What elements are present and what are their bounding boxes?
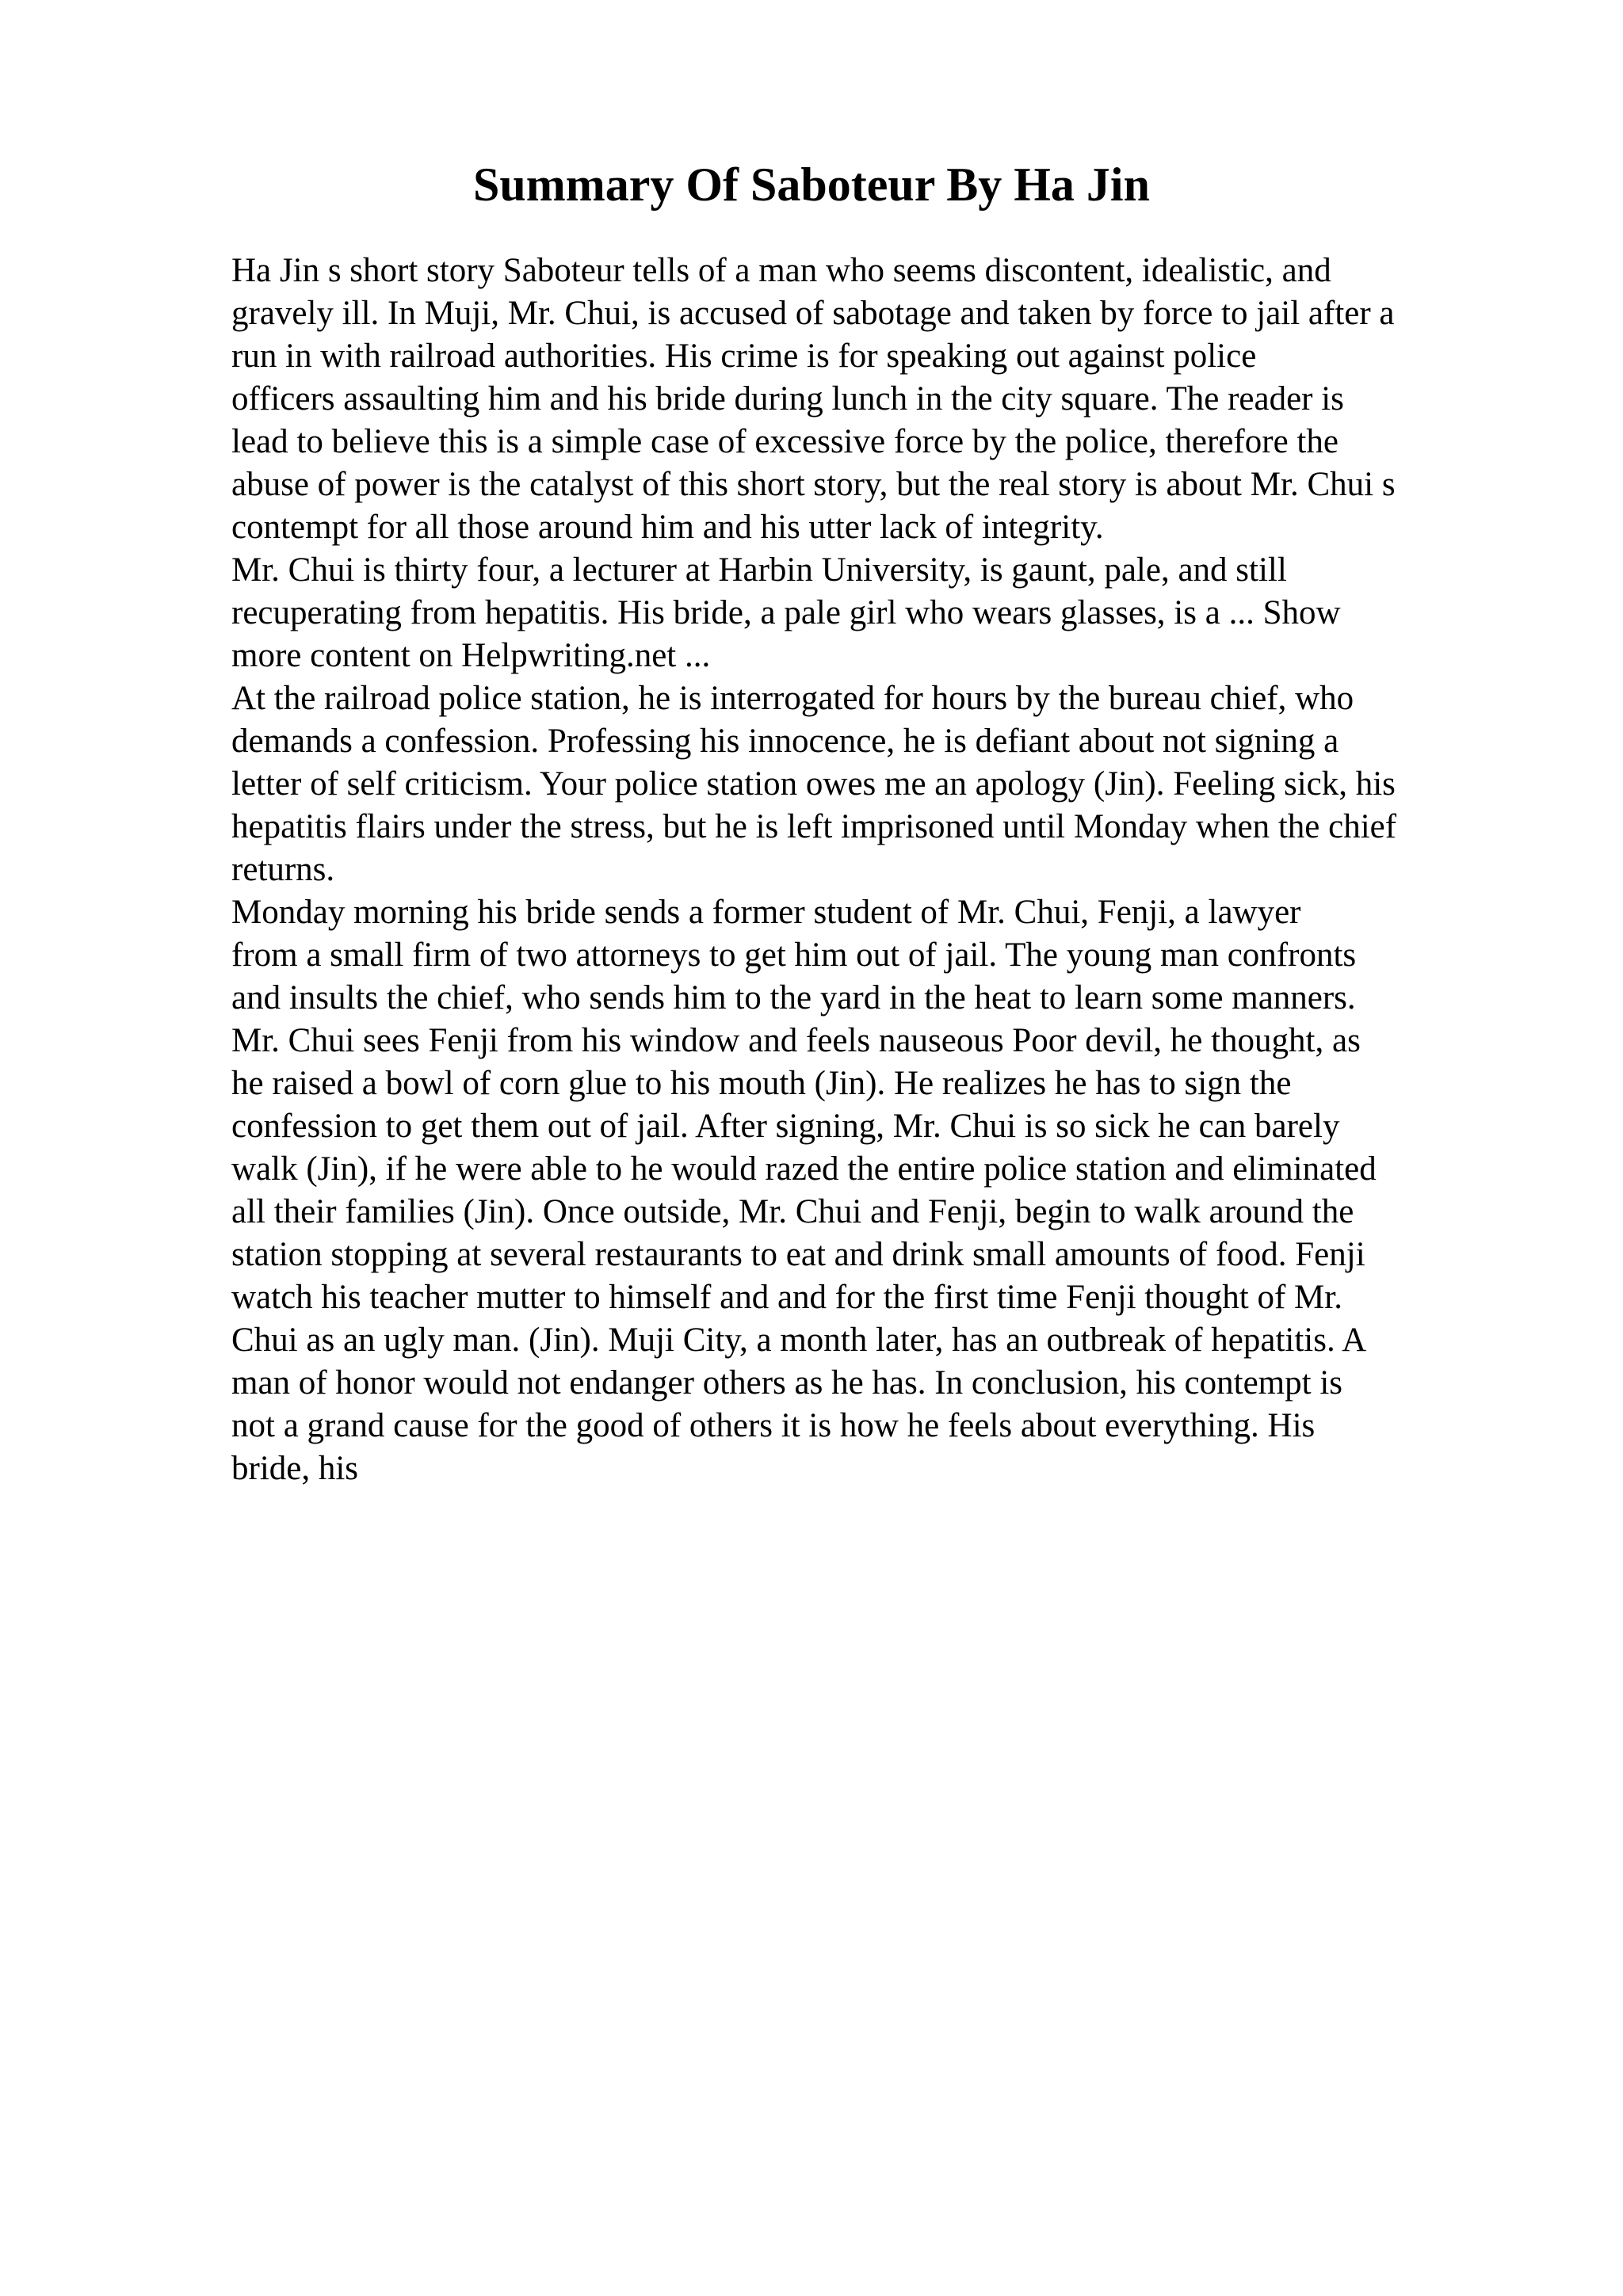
text-line: gravely ill. In Muji, Mr. Chui, is accused of sabotage and taken by force to jail after a (231, 295, 1395, 332)
text-line: Chui as an ugly man. (Jin). Muji City, a month later, has an outbreak of hepatitis. A (231, 1322, 1367, 1359)
text-line: Mr. Chui sees Fenji from his window and feels nauseous Poor devil, he thought, as (231, 1022, 1361, 1059)
text-line: he raised a bowl of corn glue to his mouth (Jin). He realizes he has to sign the (231, 1065, 1292, 1102)
text-line: Mr. Chui is thirty four, a lecturer at Harbin University, is gaunt, pale, and still (231, 551, 1287, 589)
text-line: all their families (Jin). Once outside, Mr. Chui and Fenji, begin to walk around the (231, 1193, 1354, 1230)
text-line: not a grand cause for the good of others it is how he feels about everything. His (231, 1407, 1316, 1444)
text-line: run in with railroad authorities. His crime is for speaking out against police (231, 338, 1257, 375)
text-line: returns. (231, 851, 335, 888)
text-line: Monday morning his bride sends a former student of Mr. Chui, Fenji, a lawyer (231, 894, 1301, 931)
text-line: hepatitis flairs under the stress, but he is left imprisoned until Monday when the chief (231, 808, 1397, 845)
text-line: bride, his (231, 1450, 359, 1487)
document-title: Summary Of Saboteur By Ha Jin (473, 158, 1150, 211)
text-line: man of honor would not endanger others as he has. In conclusion, his contempt is (231, 1364, 1342, 1402)
text-line: abuse of power is the catalyst of this short story, but the real story is about Mr. Chui s (231, 466, 1396, 503)
text-line: walk (Jin), if he were able to he would razed the entire police station and eliminated (231, 1150, 1377, 1188)
text-line: station stopping at several restaurants to eat and drink small amounts of food. Fenji (231, 1236, 1365, 1273)
text-line: more content on Helpwriting.net ... (231, 637, 711, 674)
text-line: watch his teacher mutter to himself and and for the first time Fenji thought of Mr. (231, 1279, 1342, 1316)
text-line: At the railroad police station, he is interrogated for hours by the bureau chief, who (231, 680, 1354, 717)
text-line: Ha Jin s short story Saboteur tells of a man who seems discontent, idealistic, and (231, 252, 1331, 289)
text-line: contempt for all those around him and his utter lack of integrity. (231, 509, 1104, 546)
text-line: demands a confession. Professing his innocence, he is defiant about not signing a (231, 723, 1339, 760)
text-line: letter of self criticism. Your police station owes me an apology (Jin). Feeling sick, his (231, 765, 1396, 803)
text-line: recuperating from hepatitis. His bride, a pale girl who wears glasses, is a ... Show (231, 594, 1341, 631)
text-line: from a small firm of two attorneys to get him out of jail. The young man confronts (231, 936, 1357, 974)
document-body (231, 250, 1531, 1490)
text-line: officers assaulting him and his bride during lunch in the city square. The reader is (231, 380, 1344, 418)
text-line: lead to believe this is a simple case of excessive force by the police, therefore the (231, 423, 1338, 460)
text-line: confession to get them out of jail. After signing, Mr. Chui is so sick he can barely (231, 1108, 1340, 1145)
text-line: and insults the chief, who sends him to the yard in the heat to learn some manners. (231, 979, 1356, 1016)
